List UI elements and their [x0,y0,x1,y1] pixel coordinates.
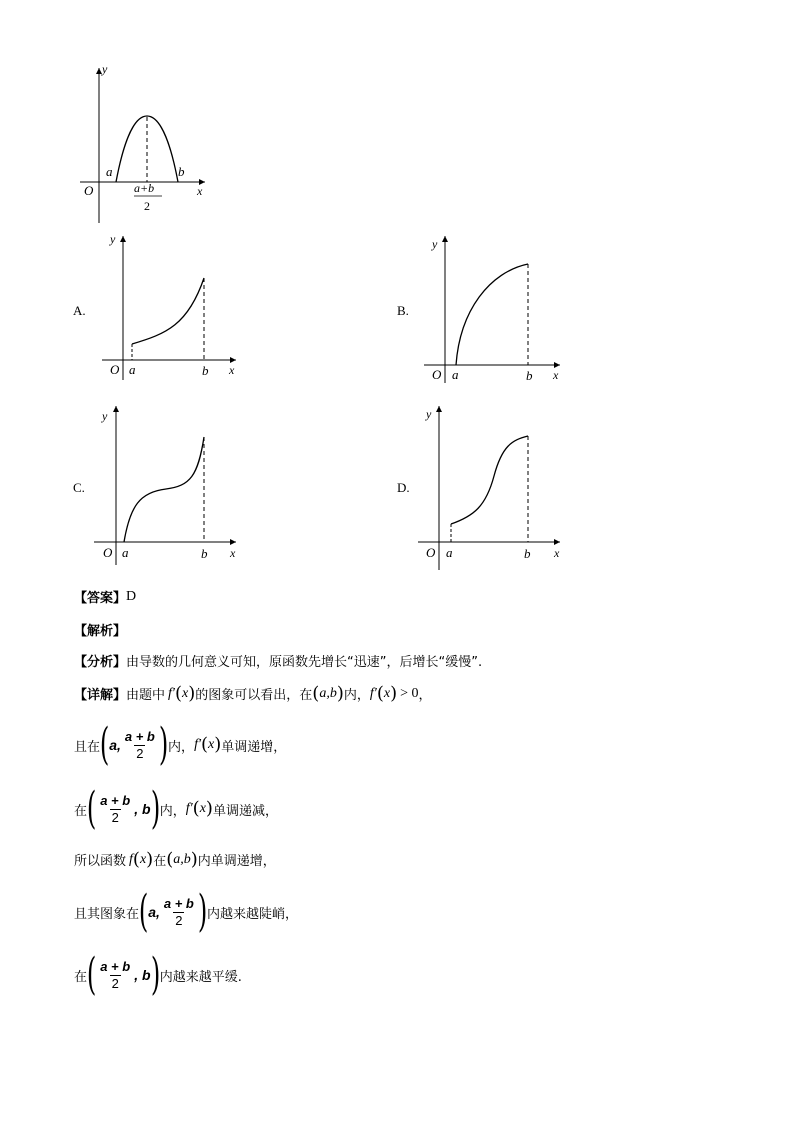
derivative-graph [70,60,220,230]
fraction-num: a + b [163,896,194,911]
detail-l1-text-a: 由题中 [126,688,166,703]
paren: ) [188,682,196,704]
detail-tag: 【详解】 [74,688,127,703]
paren: ( [192,798,200,819]
option-c-b: b [201,546,208,561]
detail-l4-text-b: 在 [153,854,167,869]
fenxi-text: 由导数的几何意义可知，原函数先增长“迅速”，后增长“缓慢”. [126,655,483,670]
option-a-x-label: x [229,363,235,377]
detail-l3-text-b: 内， [159,803,186,819]
paren: ) [390,682,398,704]
detail-line-5 [74,886,299,937]
fraction-den: 2 [175,913,183,928]
b-label: b [178,164,185,179]
option-d-y-label: y [426,407,432,421]
option-c-label: C. [73,480,85,495]
detail-l2-text-a: 且在 [74,739,101,755]
detail-a: a, [148,904,160,920]
paren: ( [312,682,320,704]
detail-interval: a,b [173,851,191,867]
fraction-num: a + b [100,959,131,974]
option-c-y-label: y [102,409,108,423]
answer-tag: 【答案】 [74,591,127,606]
detail-b: , b [134,967,151,983]
analysis-heading [74,620,126,639]
option-b-label: B. [397,303,409,318]
option-d-x-label: x [554,546,560,560]
option-b-origin: O [432,367,442,382]
detail-x: x [182,685,189,701]
paren: ( [86,783,97,834]
detail-l6-text-a: 在 [74,969,88,985]
fraction-num: a + b [100,793,131,808]
paren: ) [158,719,169,770]
fraction [123,729,157,761]
detail-l4-text-c: 内单调递增， [197,854,276,869]
detail-line-1 [74,684,432,703]
detail-a: a, [109,737,121,753]
detail-l2-text-c: 单调递增， [221,739,287,755]
paren: ( [174,682,183,704]
option-c-x-label: x [230,546,236,560]
paren: ) [205,798,213,819]
option-d-label: D. [397,480,410,495]
option-d-b: b [524,546,531,561]
fenxi-tag: 【分析】 [74,655,127,670]
detail-f: f [129,851,133,867]
analysis-tag: 【解析】 [74,624,127,639]
detail-b: , b [134,801,151,817]
detail-fprime: f′ [185,801,193,816]
paren: ) [197,886,208,937]
detail-fprime: f′ [369,685,377,701]
option-a-label: A. [73,303,86,318]
paren: ( [86,949,97,1000]
detail-fprime: f′ [168,685,175,701]
detail-l2-text-b: 内， [168,739,195,755]
detail-l3-text-c: 单调递减， [212,803,278,819]
fraction [98,793,132,825]
paren: ) [214,734,222,755]
fraction-num: a + b [124,729,155,744]
fraction-den: 2 [136,746,144,761]
y-axis-label: y [102,62,108,76]
option-a-origin: O [110,362,120,377]
a-label: a [106,164,113,179]
paren: ) [336,682,344,704]
detail-l1-text-b: 的图象可以看出，在 [195,688,313,703]
option-a-b: b [202,363,209,378]
option-b-b: b [526,368,533,383]
midpoint-denominator: 2 [144,199,150,213]
option-a-y-label: y [110,232,116,246]
option-a-graph [96,230,246,382]
detail-line-4 [74,850,276,869]
paren: ( [138,886,149,937]
detail-l4-text-a: 所以函数 [74,854,127,869]
detail-x: x [199,801,206,816]
detail-line-3 [74,783,278,834]
answer-line [74,587,136,606]
option-b-a: a [452,367,459,382]
detail-l3-text-a: 在 [74,803,88,819]
paren: ( [132,848,140,870]
detail-l5-text-b: 内越来越陡峭， [207,906,299,922]
detail-line-6 [74,949,242,1000]
detail-line-2 [74,719,287,770]
detail-x: x [383,685,391,701]
paren: ( [201,734,209,755]
paren: ) [190,848,198,870]
option-b-y-label: y [432,237,438,251]
option-b-x-label: x [553,368,559,382]
fenxi-line [74,651,482,670]
fraction-den: 2 [111,976,119,991]
option-a-a: a [129,362,136,377]
detail-l5-text-a: 且其图象在 [74,906,140,922]
x-axis-label: x [197,184,203,198]
fraction [98,959,132,991]
option-b-graph [420,230,570,385]
detail-x: x [139,851,147,867]
option-d-a: a [446,545,453,560]
option-c-a: a [122,545,129,560]
option-c-graph [90,402,245,567]
option-c-origin: O [103,545,113,560]
paren: ( [166,848,174,870]
detail-fprime: f′ [194,737,202,752]
fraction [162,896,196,928]
detail-x: x [208,737,215,752]
fraction-den: 2 [111,810,119,825]
detail-l1-text-c: 内， [343,688,370,703]
detail-interval: a,b [319,685,337,701]
paren: ) [146,848,154,870]
midpoint-numerator: a+b [134,181,155,195]
detail-l1-text-d: ， [418,688,432,703]
paren: ( [376,682,384,704]
option-d-graph [414,402,569,572]
paren: ( [99,719,110,770]
detail-gt0: > 0 [400,685,419,701]
option-d-origin: O [426,545,436,560]
paren: ) [150,783,160,834]
origin-label: O [84,183,94,198]
paren: ) [150,949,160,1000]
detail-l6-text-b: 内越来越平缓. [159,969,242,985]
answer-value: D [126,588,137,604]
